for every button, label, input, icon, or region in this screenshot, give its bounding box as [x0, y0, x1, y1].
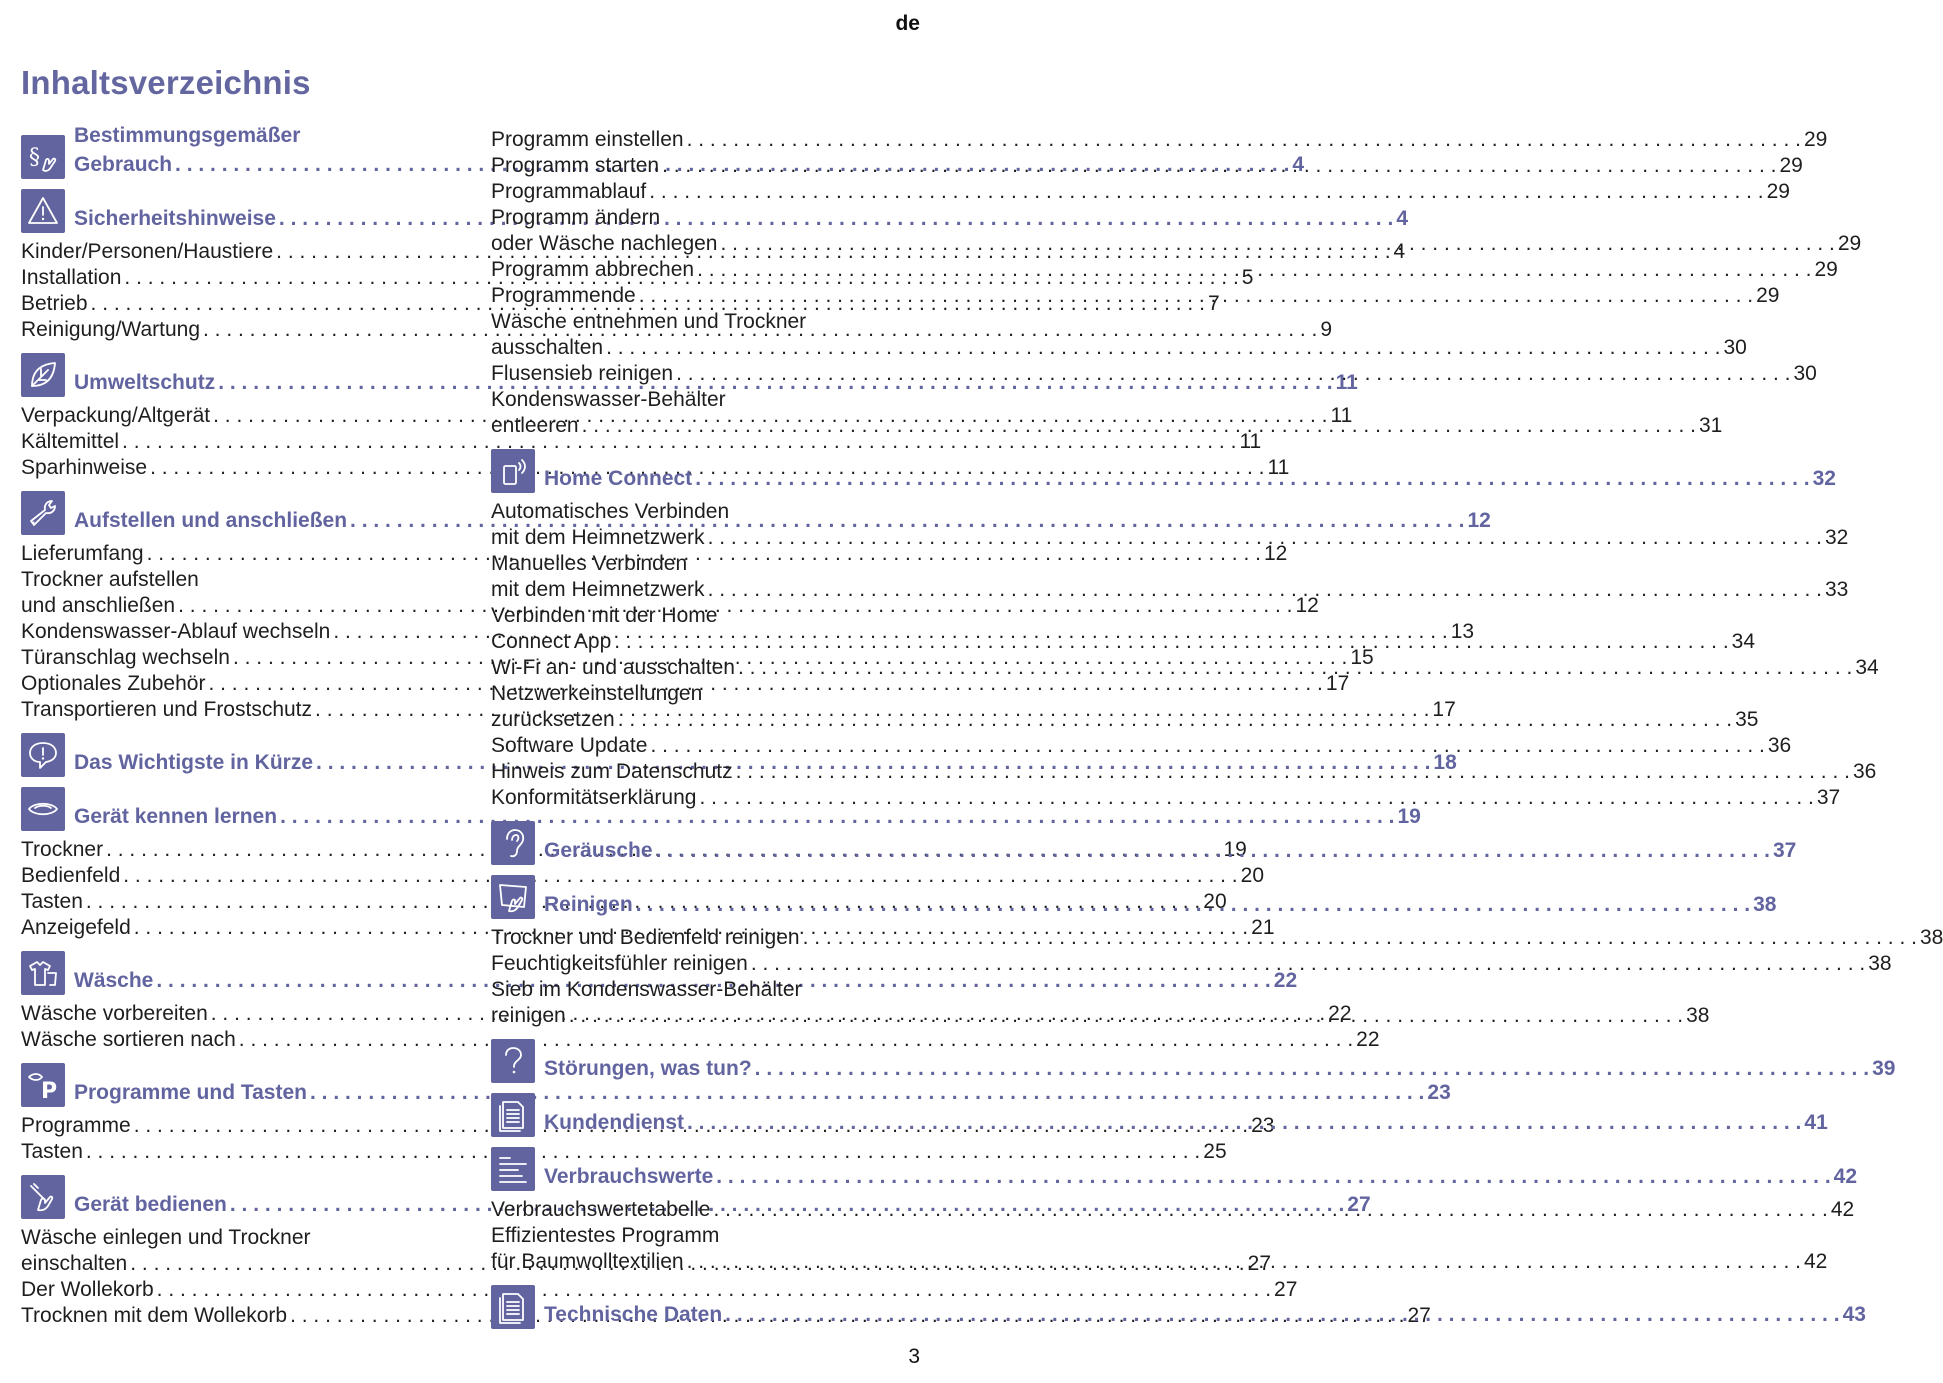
dot-leader [662, 153, 1776, 179]
entry-label: oder Wäsche nachlegen [491, 232, 718, 255]
entry-row [21, 1139, 1227, 1165]
entry-page: 23 [1251, 1114, 1275, 1137]
svg-text:P: P [41, 1079, 58, 1104]
section-title-label: Reinigen [544, 893, 633, 916]
section-page: 27 [1347, 1193, 1371, 1216]
entry-label: Software Update [491, 734, 648, 757]
leaf-icon [21, 353, 65, 397]
entry-page: 20 [1240, 864, 1264, 887]
toc-entry[interactable] [491, 733, 1792, 759]
section-page: 23 [1427, 1081, 1451, 1104]
section-title-label: Verbrauchswerte [544, 1165, 714, 1188]
dot-leader [687, 1249, 1801, 1275]
dot-leader [618, 707, 1732, 733]
paragraph-hand-icon-graphic [26, 140, 60, 174]
entry-text-line: Wäsche einlegen und Trockner [21, 1226, 311, 1249]
bars-list-icon-graphic [496, 1152, 530, 1186]
entry-row [491, 257, 1838, 283]
entry-row [21, 863, 1264, 889]
entry-label: Wäsche sortieren nach [21, 1028, 236, 1051]
section-page: 37 [1772, 839, 1797, 862]
eye-icon-graphic [26, 792, 60, 826]
entry-page: 29 [1766, 180, 1790, 203]
dot-leader [639, 283, 1753, 309]
entry-page: 34 [1855, 656, 1879, 679]
section-title-label: Störungen, was tun? [544, 1057, 752, 1080]
section-title-label: Sicherheitshinweise [74, 207, 276, 230]
cleaning-hand-icon [491, 875, 535, 919]
warning-triangle-icon-graphic [26, 194, 60, 228]
dot-leader [738, 655, 1852, 681]
dot-leader [656, 836, 1770, 865]
entry-text-line: Sieb im Kondenswasser-Behälter [491, 978, 802, 1001]
section-title-row [544, 464, 1836, 493]
paragraph-hand-icon [21, 135, 65, 179]
section-title-label: Aufstellen und anschließen [74, 509, 348, 532]
entry-label: Trocknen mit dem Wollekorb [21, 1304, 288, 1327]
section-title-label: Programme und Tasten [74, 1081, 307, 1104]
entry-row [491, 733, 1792, 759]
entry-label: für Baumwolltextilien [491, 1250, 684, 1273]
entry-label: Bedienfeld [21, 864, 121, 887]
entry-label: Trockner [21, 838, 104, 861]
entry-label: Kondenswasser-Ablauf wechseln [21, 620, 331, 643]
entry-page: 21 [1251, 916, 1275, 939]
entry-page: 27 [1407, 1304, 1431, 1327]
toc-entry[interactable] [491, 153, 1803, 179]
entry-page: 12 [1295, 594, 1319, 617]
entry-row [491, 283, 1780, 309]
section-title [544, 1108, 1828, 1137]
section-page: 32 [1812, 467, 1836, 490]
entry-label: Programmablauf [491, 180, 647, 203]
document-stack-icon [491, 1285, 535, 1329]
bars-list-icon [491, 1147, 535, 1191]
entry-row [491, 127, 1828, 153]
entry-label: ausschalten [491, 336, 604, 359]
page-title: Inhaltsverzeichnis [21, 64, 311, 101]
hand-operate-icon [21, 1175, 65, 1219]
entry-page: 30 [1723, 336, 1747, 359]
page-number: 3 [908, 1345, 920, 1368]
svg-text:§: § [29, 145, 40, 170]
section-title-label: Umweltschutz [74, 371, 216, 394]
entry-row [491, 525, 1849, 551]
entry-row [21, 429, 1262, 455]
entry-label: Reinigung/Wartung [21, 318, 200, 341]
entry-label: und anschließen [21, 594, 176, 617]
entry-text-line: Manuelles Verbinden [491, 552, 688, 575]
entry-text-line: Effizientestes Programm [491, 1224, 720, 1247]
speech-exclamation-icon [21, 733, 65, 777]
section-title-label: Gerät kennen lernen [74, 805, 278, 828]
entry-label: Programm einstellen [491, 128, 684, 151]
entry-label: Installation [21, 266, 122, 289]
dot-leader [697, 257, 1811, 283]
entry-text-line: Automatisches Verbinden [491, 500, 730, 523]
entry-row [491, 153, 1803, 179]
toc-entry[interactable] [491, 179, 1790, 205]
entry-label: Konformitätserklärung [491, 786, 697, 809]
dot-leader [614, 629, 1728, 655]
entry-page: 5 [1241, 266, 1254, 289]
phone-connect-icon [491, 449, 535, 493]
document-stack-icon-graphic [496, 1098, 530, 1132]
section-title [544, 1054, 1895, 1083]
dot-leader [649, 179, 1763, 205]
entry-label: Trockner und Bedienfeld reinigen [491, 926, 800, 949]
entry-page: 34 [1731, 630, 1756, 653]
entry-label: reinigen [491, 1004, 566, 1027]
dot-leader [720, 231, 1834, 257]
program-p-icon-graphic [26, 1068, 60, 1102]
entry-page: 22 [1356, 1028, 1380, 1051]
entry-page: 4 [1393, 240, 1406, 263]
laundry-icon-graphic [26, 956, 60, 990]
entry-label: Programm starten [491, 154, 660, 177]
cleaning-hand-icon-graphic [496, 880, 530, 914]
question-mark-icon-graphic [496, 1044, 530, 1078]
section-title-line: Bestimmungsgemäßer [74, 124, 301, 147]
dot-leader [569, 1003, 1683, 1029]
entry-label: Der Wollekorb [21, 1278, 154, 1301]
entry-page: 25 [1203, 1140, 1227, 1163]
entry-row [491, 335, 1747, 361]
wrench-icon-graphic [26, 496, 60, 530]
section-title-row [544, 890, 1776, 919]
entry-label: Kinder/Personen/Haustiere [21, 240, 274, 263]
entry-text-line: Trockner aufstellen [21, 568, 199, 591]
entry-label: Verbrauchswertetabelle [491, 1198, 711, 1221]
entry-page: 11 [1267, 456, 1290, 479]
dot-leader [699, 785, 1813, 811]
leaf-icon-graphic [26, 358, 60, 392]
laundry-icon [21, 951, 65, 995]
entry-text-line: Kondenswasser-Behälter [491, 388, 726, 411]
entry-row [21, 1027, 1380, 1053]
entry-page: 31 [1698, 414, 1723, 437]
entry-page: 19 [1223, 838, 1247, 861]
section-page: 19 [1397, 805, 1421, 828]
section-page: 11 [1335, 371, 1358, 394]
entry-label: Feuchtigkeitsfühler reinigen [491, 952, 748, 975]
toc-entry[interactable] [21, 1027, 1380, 1053]
phone-connect-icon-graphic [496, 454, 530, 488]
eye-icon [21, 787, 65, 831]
entry-page: 38 [1919, 926, 1943, 949]
section-page: 18 [1433, 751, 1457, 774]
dot-leader [755, 1054, 1869, 1083]
entry-page: 27 [1247, 1252, 1271, 1275]
entry-page: 37 [1816, 786, 1841, 809]
entry-page: 32 [1824, 526, 1849, 549]
dot-leader [803, 925, 1917, 951]
dot-leader [751, 951, 1865, 977]
section-page: 4 [1292, 153, 1305, 176]
ear-icon [491, 821, 535, 865]
toc-entry[interactable] [21, 1139, 1227, 1165]
dot-leader [725, 1300, 1839, 1329]
entry-page: 9 [1320, 318, 1333, 341]
section-page: 22 [1273, 969, 1298, 992]
entry-label: Türanschlag wechseln [21, 646, 230, 669]
section-title-label: Gebrauch [74, 153, 173, 176]
toc-entry[interactable] [491, 309, 1747, 361]
entry-page: 20 [1203, 890, 1227, 913]
hand-operate-icon-graphic [26, 1180, 60, 1214]
section-title-row [544, 1108, 1828, 1137]
entry-text-line: Netzwerkeinstellungen [491, 682, 703, 705]
entry-page: 35 [1735, 708, 1759, 731]
dot-leader [695, 464, 1809, 493]
entry-page: 33 [1824, 578, 1849, 601]
speech-exclamation-icon-graphic [26, 738, 60, 772]
dot-leader [650, 733, 1764, 759]
entry-row [491, 231, 1862, 257]
section-title-row [544, 836, 1796, 865]
entry-page: 42 [1830, 1198, 1855, 1221]
toc-entry[interactable] [491, 951, 1892, 977]
dot-leader [687, 1108, 1801, 1137]
wrench-icon [21, 491, 65, 535]
entry-page: 29 [1756, 284, 1780, 307]
section-page: 4 [1396, 207, 1408, 230]
entry-label: Wäsche vorbereiten [21, 1002, 208, 1025]
entry-page: 29 [1803, 128, 1828, 151]
section-title [544, 1162, 1857, 1191]
dot-leader [676, 361, 1790, 387]
entry-page: 38 [1686, 1004, 1710, 1027]
section-title-row [544, 1054, 1895, 1083]
entry-page: 15 [1350, 646, 1374, 669]
entry-label: Programm abbrechen [491, 258, 695, 281]
section-title-label: Home Connect [544, 467, 693, 490]
dot-leader [708, 525, 1822, 551]
section-title [544, 464, 1836, 493]
entry-label: Connect App [491, 630, 612, 653]
entry-label: mit dem Heimnetzwerk [491, 578, 705, 601]
section-page: 42 [1833, 1165, 1858, 1188]
entry-page: 29 [1837, 232, 1862, 255]
section-title-row [544, 1162, 1857, 1191]
toc-entry[interactable] [491, 127, 1828, 153]
section-title [544, 836, 1796, 865]
entry-page: 7 [1207, 292, 1220, 315]
entry-page: 29 [1779, 154, 1803, 177]
section-page: 39 [1872, 1057, 1896, 1080]
section-title-label: Geräusche [544, 839, 653, 862]
entry-label: Programmende [491, 284, 636, 307]
entry-label: zurücksetzen [491, 708, 615, 731]
entry-row [491, 179, 1790, 205]
entry-row [491, 951, 1892, 977]
entry-text-line: Programm ändern [491, 206, 661, 229]
dot-leader [606, 335, 1720, 361]
entry-label: Optionales Zubehör [21, 672, 206, 695]
entry-label: Transportieren und Frostschutz [21, 698, 313, 721]
entry-page: 22 [1328, 1002, 1352, 1025]
entry-page: 29 [1814, 258, 1838, 281]
entry-label: Wi-Fi an- und ausschalten [491, 656, 735, 679]
section-title-label: Wäsche [74, 969, 154, 992]
entry-label: mit dem Heimnetzwerk [491, 526, 705, 549]
warning-triangle-icon [21, 189, 65, 233]
dot-leader [687, 127, 1801, 153]
entry-page: 30 [1793, 362, 1817, 385]
dot-leader [736, 759, 1850, 785]
section-page: 12 [1467, 509, 1491, 532]
entry-label: entleeren [491, 414, 579, 437]
entry-page: 27 [1274, 1278, 1298, 1301]
entry-label: Hinweis zum Datenschutz [491, 760, 733, 783]
entry-page: 11 [1239, 430, 1262, 453]
entry-page: 42 [1803, 1250, 1828, 1273]
section-title [544, 1300, 1866, 1329]
section-title-label: Kundendienst [544, 1111, 684, 1134]
entry-row [491, 785, 1841, 811]
question-mark-icon [491, 1039, 535, 1083]
entry-text-line: Verbinden mit der Home [491, 604, 718, 627]
dot-leader [708, 577, 1822, 603]
entry-page: 13 [1450, 620, 1475, 643]
toc-entry[interactable] [21, 1277, 1298, 1303]
toc-entry[interactable] [21, 863, 1264, 889]
entry-page: 36 [1852, 760, 1877, 783]
toc-entry[interactable] [21, 429, 1262, 455]
section-title-label: Das Wichtigste in Kürze [74, 751, 314, 774]
dot-leader [636, 890, 1750, 919]
entry-label: Anzeigefeld [21, 916, 131, 939]
toc-entry[interactable] [491, 257, 1838, 283]
entry-page: 36 [1767, 734, 1792, 757]
entry-label: Tasten [21, 1140, 83, 1163]
dot-leader [582, 413, 1696, 439]
entry-label: Programme [21, 1114, 131, 1137]
section-page: 43 [1842, 1303, 1866, 1326]
entry-label: Sparhinweise [21, 456, 148, 479]
section-page: 41 [1804, 1111, 1828, 1134]
entry-label: Betrieb [21, 292, 88, 315]
language-code: de [895, 12, 920, 35]
ear-icon-graphic [496, 826, 530, 860]
section-title [544, 890, 1776, 919]
entry-label: Tasten [21, 890, 83, 913]
dot-leader [716, 1162, 1830, 1191]
entry-row [491, 577, 1849, 603]
section-title-label: Technische Daten [544, 1303, 723, 1326]
toc-entry[interactable] [491, 283, 1780, 309]
entry-label: Lieferumfang [21, 542, 144, 565]
dot-leader [713, 1197, 1827, 1223]
entry-label: Kältemittel [21, 430, 120, 453]
entry-page: 17 [1432, 698, 1456, 721]
entry-page: 12 [1263, 542, 1288, 565]
section-title-label: Gerät bedienen [74, 1193, 227, 1216]
section-title-row [544, 1300, 1866, 1329]
entry-label: Flusensieb reinigen [491, 362, 674, 385]
entry-page: 17 [1325, 672, 1350, 695]
entry-label: Verpackung/Altgerät [21, 404, 211, 427]
entry-page: 11 [1330, 404, 1353, 427]
entry-text-line: Wäsche entnehmen und Trockner [491, 310, 807, 333]
entry-row [21, 1277, 1298, 1303]
section-page: 38 [1753, 893, 1777, 916]
document-stack-icon [491, 1093, 535, 1137]
entry-page: 38 [1868, 952, 1892, 975]
entry-label: einschalten [21, 1252, 128, 1275]
document-stack-icon-graphic [496, 1290, 530, 1324]
toc-entry[interactable] [491, 785, 1841, 811]
toc-entry[interactable] [491, 205, 1862, 257]
program-p-icon [21, 1063, 65, 1107]
